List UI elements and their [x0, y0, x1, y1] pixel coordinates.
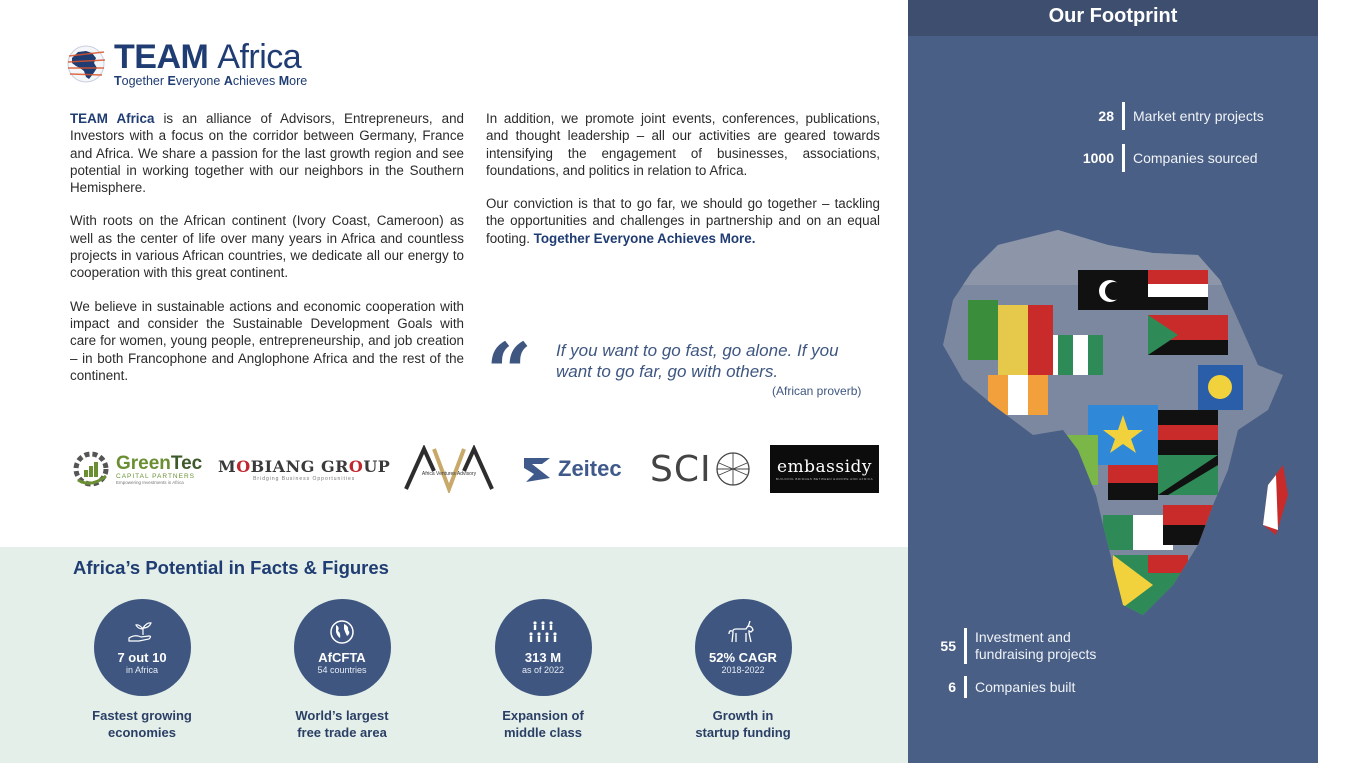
fact-circle: 313 M as of 2022: [495, 599, 592, 696]
ava-mark-icon: [404, 445, 494, 493]
intro-left-column: [70, 110, 464, 400]
intro-right-column: [486, 110, 880, 263]
zeitec-logo: Zeitec: [520, 445, 622, 493]
quote-mark-icon: “: [486, 325, 533, 419]
embassidy-logo: embassidy BUILDING BRIDGES BETWEEN EUROPE AND AFRICA: [770, 445, 879, 493]
gear-chart-icon: [70, 448, 112, 490]
fact-card: 52% CAGR 2018-2022 Growth in startup funding: [663, 599, 823, 741]
fact-card: 7 out 10 in Africa Fastest growing economies: [62, 599, 222, 741]
fact-card: 313 M as of 2022 Expansion of middle class: [463, 599, 623, 741]
fact-card: AfCFTA 54 countries World’s largest free trade area: [262, 599, 422, 741]
globe-icon: [325, 620, 359, 644]
intro-paragraph-3: We believe in sustainable actions and economic cooperation with impact and consider the Sustainable Development Goals with care for women, young people, entrepreneurship, and job creation – in both Francophone and Anglophone Africa and the rest of the continent.: [70, 298, 464, 383]
logo-title: TEAM Africa: [114, 38, 302, 76]
scio-globe-icon: [714, 450, 752, 488]
stat-market-entry: 28 Market entry projects: [1058, 102, 1264, 130]
quote-source: (African proverb): [772, 384, 862, 398]
stat-companies-built: 6 Companies built: [916, 676, 1075, 698]
scio-logo: SCI: [650, 445, 752, 493]
quote-text: If you want to go fast, go alone. If you want to go far, go with others.: [556, 341, 839, 381]
ava-logo: [404, 445, 494, 493]
greentec-logo: GreenTec CAPITAL PARTNERS Empowering Investments in Africa: [70, 445, 202, 493]
people-icon: [526, 620, 560, 644]
footprint-panel: [908, 0, 1318, 763]
mobiang-group-logo: MOBIANG GROUP Bridging Business Opportunities: [218, 456, 391, 482]
africa-globe-icon: [66, 44, 106, 84]
intro-paragraph-2: With roots on the African continent (Ivory Coast, Cameroon) as well as the center of life over many years in Africa and countless projects in various African countries, we dedicate all our energy to cooperation with this great continent.: [70, 213, 464, 281]
footprint-title: Our Footprint: [908, 0, 1318, 36]
fact-circle: 7 out 10 in Africa: [94, 599, 191, 696]
intro-paragraph-5: Our conviction is that to go far, we should go together – tackling the opportunities and challenges in partnership and on an equal footing. Together Everyone Achieves More.: [486, 196, 880, 246]
intro-paragraph-4: In addition, we promote joint events, conferences, publications, and thought leadership – all our activities are geared towards intensifying the engagement of businesses, associations, foundations, and politics in relation to Africa.: [486, 111, 880, 178]
facts-section: [0, 547, 908, 763]
intro-paragraph-1: TEAM Africa is an alliance of Advisors, Entrepreneurs, and Investors with a focus on the corridor between Germany, France and Africa. We share a passion for the last growth region and see potential in working together with our neighbors in the Southern Hemisphere.: [70, 111, 464, 196]
svg-text:Africa Ventures Advisory: Africa Ventures Advisory: [421, 471, 477, 477]
stat-investment-projects: 55 Investment and fundraising projects: [940, 629, 1097, 662]
zeitec-mark-icon: [520, 454, 554, 484]
fact-circle: 52% CAGR 2018-2022: [695, 599, 792, 696]
partner-logos: [70, 445, 880, 493]
stat-companies-sourced: 1000 Companies sourced: [1058, 144, 1258, 172]
unicorn-icon: [726, 620, 760, 644]
fact-circle: AfCFTA 54 countries: [294, 599, 391, 696]
africa-flags-map: [938, 225, 1288, 620]
logo-tagline: Together Everyone Achieves More: [114, 74, 308, 88]
plant-hand-icon: [125, 620, 159, 644]
team-africa-logo: [66, 40, 307, 88]
facts-title: Africa’s Potential in Facts & Figures: [73, 557, 389, 578]
